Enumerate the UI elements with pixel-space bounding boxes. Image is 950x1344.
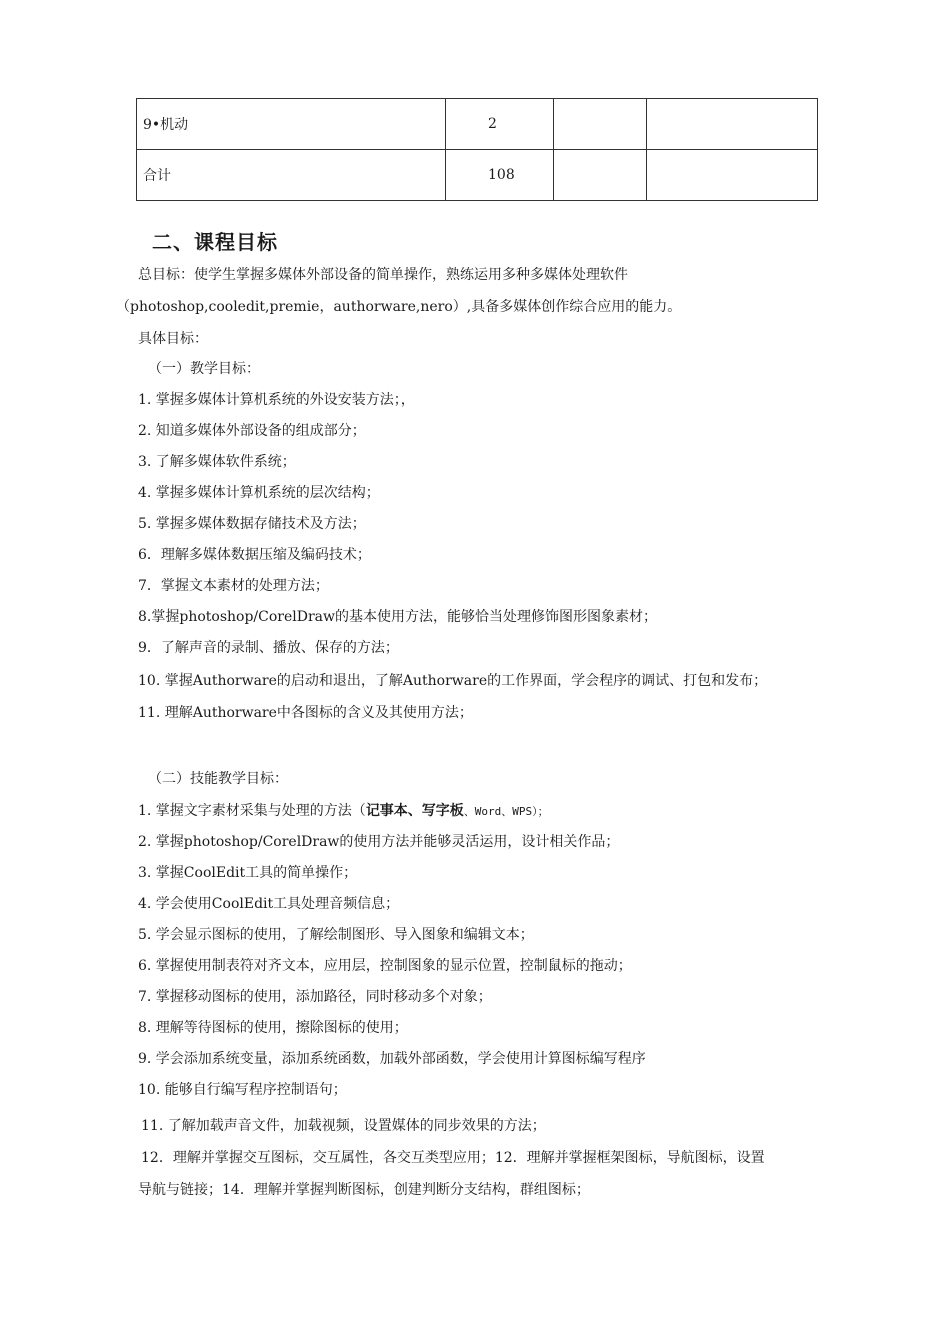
skill-goal-item: 3. 掌握CoolEdit工具的简单操作； <box>138 865 358 881</box>
teaching-goal-item: 7．掌握文本素材的处理方法； <box>138 578 329 594</box>
skill-goal-prefix: 1. 掌握文字素材采集与处理的方法（ <box>138 803 366 819</box>
table-cell-item: 9•机动 <box>137 99 446 150</box>
skill-goal-item: 12．理解并掌握交互图标，交互属性，各交互类型应用；12．理解并掌握框架图标，导航图标，设置 <box>141 1150 765 1166</box>
skill-goal-item: 4. 学会使用CoolEdit工具处理音频信息； <box>138 896 400 912</box>
table-row <box>137 99 818 150</box>
skill-goal-item: 6. 掌握使用制表符对齐文本，应用层，控制图象的显示位置，控制鼠标的拖动； <box>138 958 632 974</box>
skill-goal-item: 2. 掌握photoshop/CorelDraw的使用方法并能够灵活运用，设计相关作品； <box>138 834 620 850</box>
skill-goal-item: 11. 了解加载声音文件，加载视频，设置媒体的同步效果的方法； <box>141 1118 546 1134</box>
teaching-goal-item: 6．理解多媒体数据压缩及编码技术； <box>138 547 371 563</box>
table-cell-hours: 2 <box>446 99 554 150</box>
skill-goal-item: 9. 学会添加系统变量，添加系统函数，加载外部函数，学会使用计算图标编写程序 <box>138 1051 646 1067</box>
skill-goal-item: 导航与链接；14．理解并掌握判断图标，创建判断分支结构，群组图标； <box>138 1182 590 1198</box>
teaching-goals-heading: （一）教学目标： <box>148 361 260 377</box>
table-cell-empty <box>554 99 647 150</box>
teaching-goal-item: 8.掌握photoshop/CorelDraw的基本使用方法，能够恰当处理修饰图形图象素材； <box>138 609 657 625</box>
skill-goal-item: 8. 理解等待图标的使用，擦除图标的使用； <box>138 1020 408 1036</box>
course-hours-table <box>136 98 818 201</box>
overall-goal-line: （photoshop,cooledit,premie，authorware,nero）,具备多媒体创作综合应用的能力。 <box>116 299 682 315</box>
section-title: 二、课程目标 <box>152 230 278 254</box>
skill-goal-item: 10. 能够自行编写程序控制语句； <box>138 1082 347 1098</box>
table-cell-empty <box>554 150 647 201</box>
teaching-goal-item: 9．了解声音的录制、播放、保存的方法； <box>138 640 399 656</box>
teaching-goal-item: 11. 理解Authorware中各图标的含义及其使用方法； <box>138 705 473 721</box>
table-cell-item: 合计 <box>137 150 446 201</box>
table-cell-hours: 108 <box>446 150 554 201</box>
skill-goal-item: 5. 学会显示图标的使用，了解绘制图形、导入图象和编辑文本； <box>138 927 534 943</box>
teaching-goal-item: 3. 了解多媒体软件系统； <box>138 454 296 470</box>
specific-goals-label: 具体目标： <box>138 331 208 347</box>
teaching-goal-item: 4. 掌握多媒体计算机系统的层次结构； <box>138 485 380 501</box>
table-cell-empty <box>647 99 818 150</box>
teaching-goal-item: 5. 掌握多媒体数据存储技术及方法； <box>138 516 366 532</box>
table-cell-empty <box>647 150 818 201</box>
skill-goal-item <box>138 801 549 822</box>
table-row <box>137 150 818 201</box>
skill-goals-heading: （二）技能教学目标： <box>148 771 288 787</box>
skill-goal-item: 7. 掌握移动图标的使用，添加路径，同时移动多个对象； <box>138 989 492 1005</box>
skill-goal-bold: 记事本、写字板 <box>365 803 464 819</box>
teaching-goal-item: 2. 知道多媒体外部设备的组成部分； <box>138 423 366 439</box>
skill-goal-small: 、Word、WPS）； <box>463 805 549 818</box>
teaching-goal-item: 10. 掌握Authorware的启动和退出，了解Authorware的工作界面，学会程序的调试、打包和发布； <box>138 673 768 689</box>
teaching-goal-item: 1. 掌握多媒体计算机系统的外设安装方法；， <box>138 392 415 408</box>
overall-goal-line: 总目标：使学生掌握多媒体外部设备的简单操作，熟练运用多种多媒体处理软件 <box>138 267 628 283</box>
